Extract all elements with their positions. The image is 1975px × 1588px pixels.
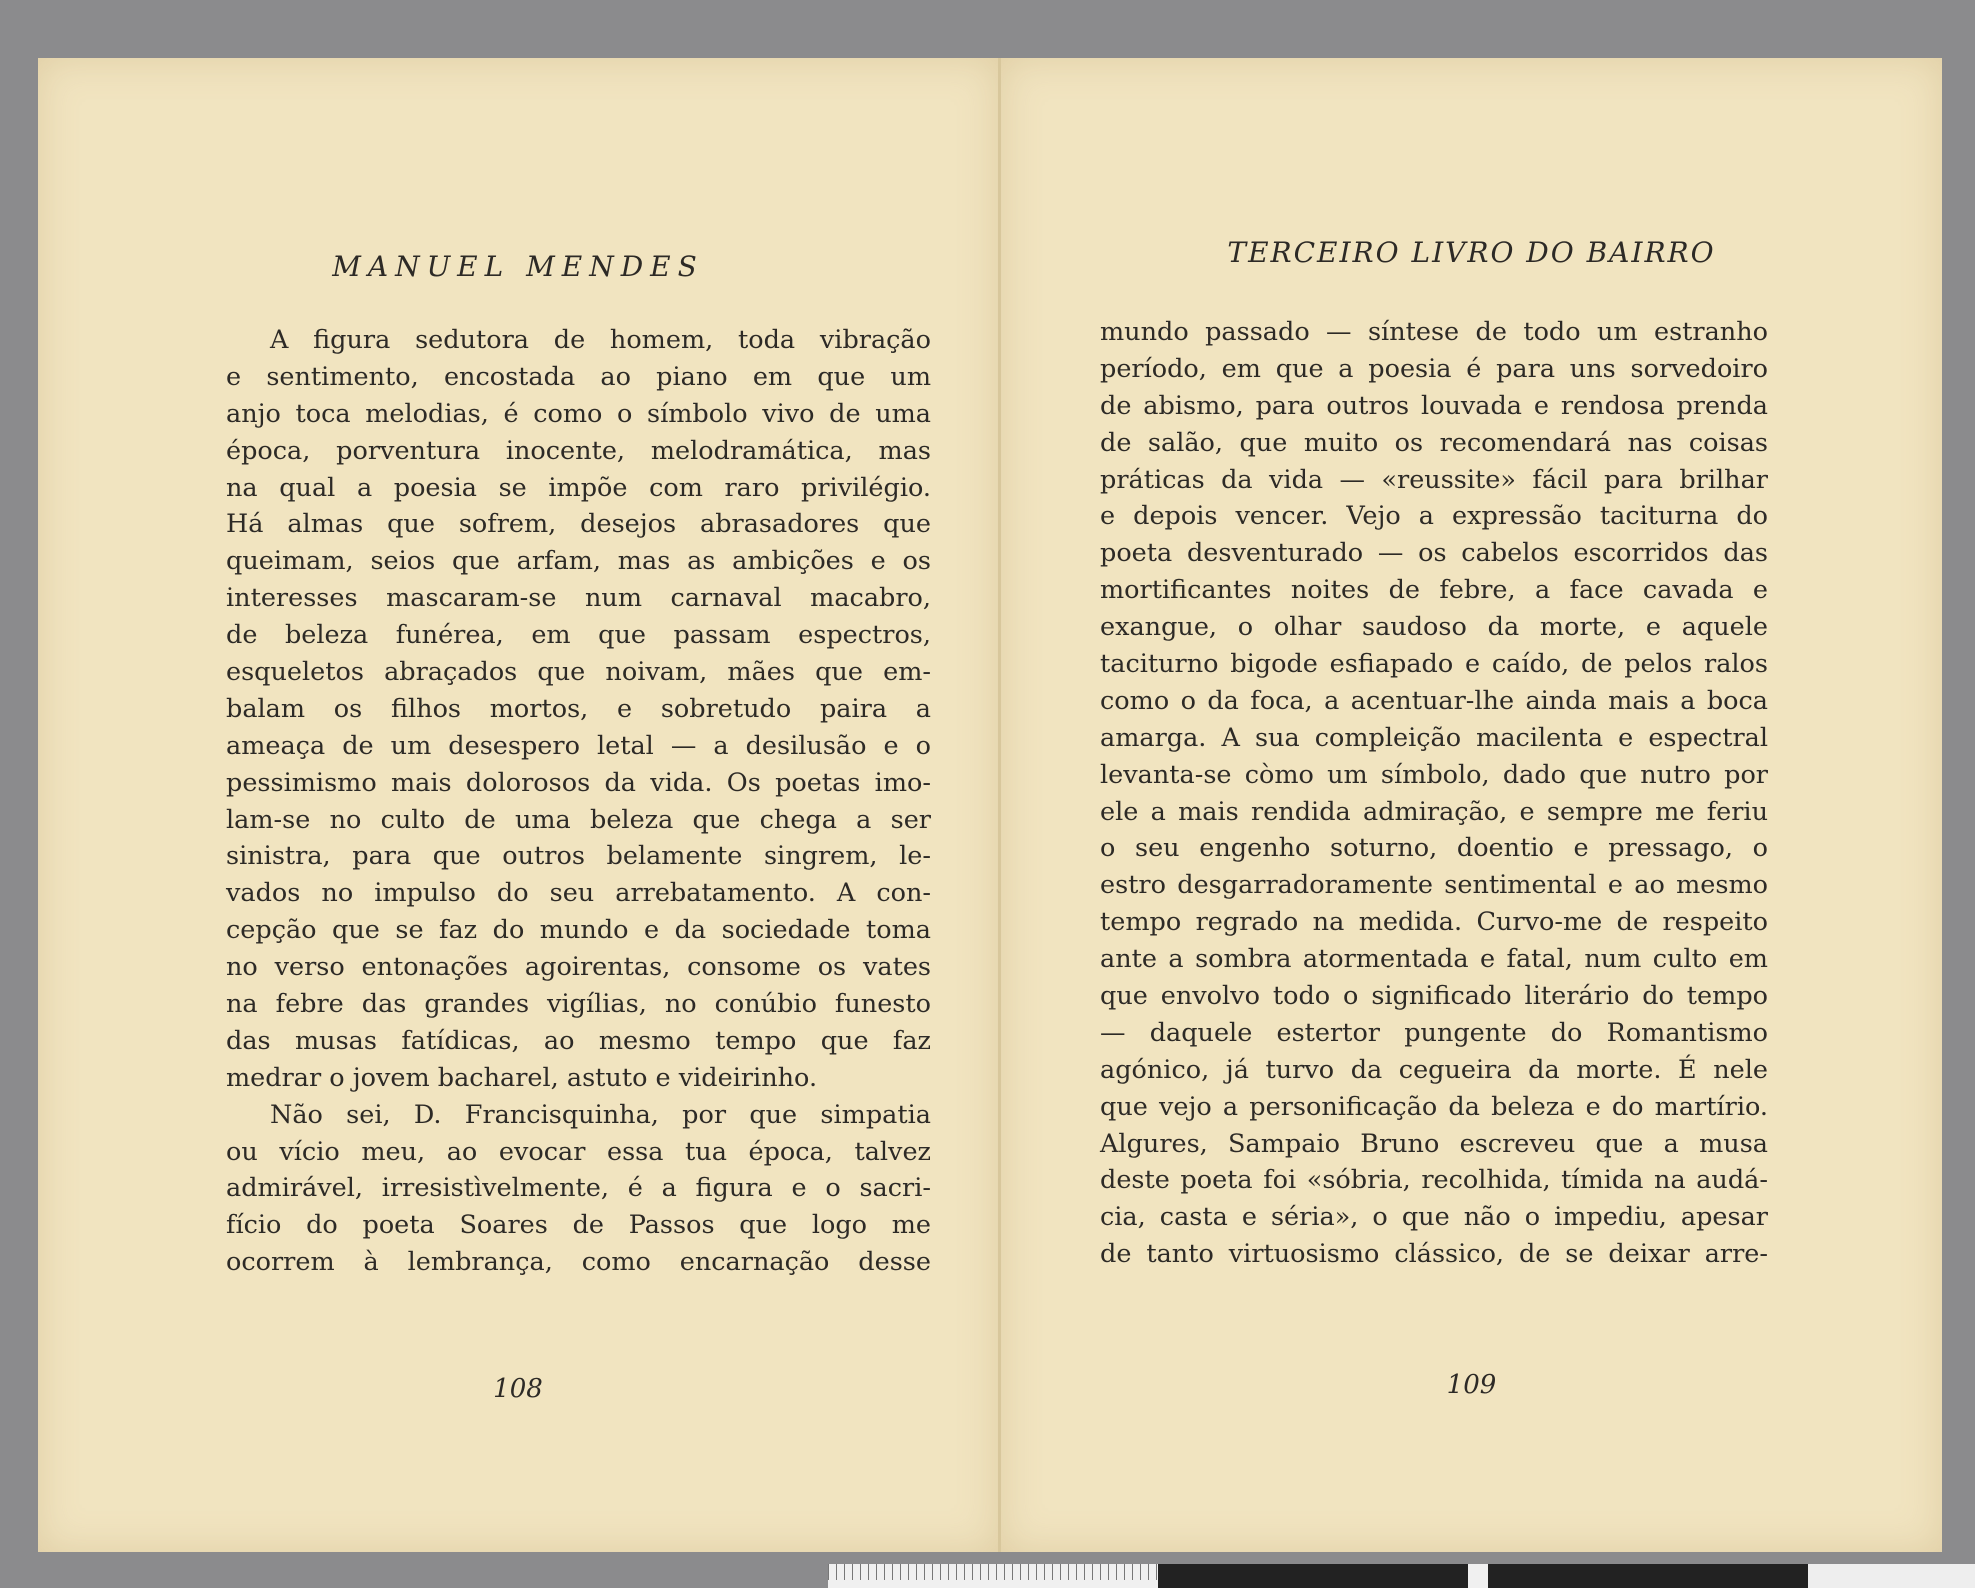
text-line: de beleza funérea, em que passam espectros, — [226, 620, 931, 651]
text-line: ameaça de um desespero letal — a desilusão e o — [226, 730, 931, 761]
text-line: época, porventura inocente, melodramática, mas — [226, 435, 931, 466]
text-line: ou vício meu, ao evocar essa tua época, talvez — [226, 1136, 931, 1167]
text-line: cia, casta e séria», o que não o impediu, apesar — [1100, 1202, 1768, 1233]
left-page — [38, 58, 1001, 1552]
text-line: Há almas que sofrem, desejos abrasadores que — [226, 509, 931, 540]
color-scale-bar — [828, 1564, 1975, 1588]
text-line: período, em que a poesia é para uns sorvedoiro — [1100, 353, 1768, 384]
text-line: anjo toca melodias, é como o símbolo vivo de uma — [226, 398, 931, 429]
running-header: TERCEIRO LIVRO DO BAIRRO — [1227, 236, 1716, 269]
text-line: de tanto virtuosismo clássico, de se deixar arre- — [1100, 1239, 1768, 1270]
text-line: na febre das grandes vigílias, no conúbio funesto — [226, 989, 931, 1020]
text-line: taciturno bigode esfiapado e caído, de pelos ralos — [1100, 649, 1768, 680]
running-header: MANUEL MENDES — [332, 250, 704, 283]
ruler-ticks — [828, 1564, 1158, 1580]
text-line: medrar o jovem bacharel, astuto e videirinho. — [226, 1062, 818, 1093]
text-line: ocorrem à lembrança, como encarnação desse — [226, 1247, 931, 1278]
text-line: das musas fatídicas, ao mesmo tempo que faz — [226, 1025, 931, 1056]
text-line: admirável, irresistìvelmente, é a figura e o sacri- — [226, 1173, 931, 1204]
text-line: o seu engenho soturno, doentio e pressago, o — [1100, 833, 1768, 864]
text-line: interesses mascaram-se num carnaval macabro, — [226, 583, 931, 614]
text-line: poeta desventurado — os cabelos escorridos das — [1100, 538, 1768, 569]
text-line: pessimismo mais dolorosos da vida. Os poetas imo- — [226, 767, 931, 798]
text-line: que vejo a personificação da beleza e do martírio. — [1100, 1091, 1768, 1122]
text-line: na qual a poesia se impõe com raro privilégio. — [226, 472, 931, 503]
text-line: vados no impulso do seu arrebatamento. A con- — [226, 878, 931, 909]
text-line: sinistra, para que outros belamente singrem, le- — [226, 841, 931, 872]
text-line: amarga. A sua compleição macilenta e espectral — [1100, 722, 1768, 753]
text-line: práticas da vida — «reussite» fácil para brilhar — [1100, 464, 1768, 495]
body-text — [226, 322, 931, 1281]
right-page — [1001, 58, 1942, 1552]
text-line: e sentimento, encostada ao piano em que um — [226, 361, 931, 392]
text-line: esqueletos abraçados que noivam, mães que em- — [226, 657, 931, 688]
text-line: Não sei, D. Francisquinha, por que simpatia — [270, 1099, 931, 1130]
body-text — [1100, 314, 1768, 1273]
page-number: 109 — [1446, 1370, 1497, 1400]
text-line: ele a mais rendida admiração, e sempre me feriu — [1100, 796, 1768, 827]
text-line: de abismo, para outros louvada e rendosa prenda — [1100, 390, 1768, 421]
text-line: lam-se no culto de uma beleza que chega a ser — [226, 804, 931, 835]
text-line: agónico, já turvo da cegueira da morte. É nele — [1100, 1054, 1768, 1085]
text-line: — daquele estertor pungente do Romantismo — [1100, 1017, 1768, 1048]
text-line: como o da foca, a acentuar-lhe ainda mais a boca — [1100, 685, 1768, 716]
text-line: mortificantes noites de febre, a face cavada e — [1100, 575, 1768, 606]
text-line: A figura sedutora de homem, toda vibração — [270, 325, 931, 355]
text-line: tempo regrado na medida. Curvo-me de respeito — [1100, 907, 1768, 938]
text-line: ante a sombra atormentada e fatal, num culto em — [1100, 944, 1768, 975]
text-line: mundo passado — síntese de todo um estranho — [1100, 317, 1768, 347]
text-line: cepção que se faz do mundo e da sociedade toma — [226, 915, 931, 946]
text-line: levanta-se còmo um símbolo, dado que nutro por — [1100, 759, 1768, 790]
text-line: exangue, o olhar saudoso da morte, e aquele — [1100, 612, 1768, 643]
text-line: de salão, que muito os recomendará nas coisas — [1100, 427, 1768, 458]
text-line: no verso entonações agoirentas, consome os vates — [226, 952, 931, 983]
text-line: estro desgarradoramente sentimental e ao mesmo — [1100, 870, 1768, 901]
page-number: 108 — [493, 1374, 543, 1404]
text-line: balam os filhos mortos, e sobretudo paira a — [226, 693, 931, 724]
text-line: que envolvo todo o significado literário do tempo — [1100, 981, 1768, 1012]
text-line: queimam, seios que arfam, mas as ambições e os — [226, 546, 931, 577]
text-line: e depois vencer. Vejo a expressão taciturna do — [1100, 501, 1768, 532]
text-line: deste poeta foi «sóbria, recolhida, tímida na audá- — [1100, 1165, 1768, 1196]
text-line: fício do poeta Soares de Passos que logo me — [226, 1210, 931, 1241]
text-line: Algures, Sampaio Bruno escreveu que a musa — [1100, 1128, 1768, 1159]
